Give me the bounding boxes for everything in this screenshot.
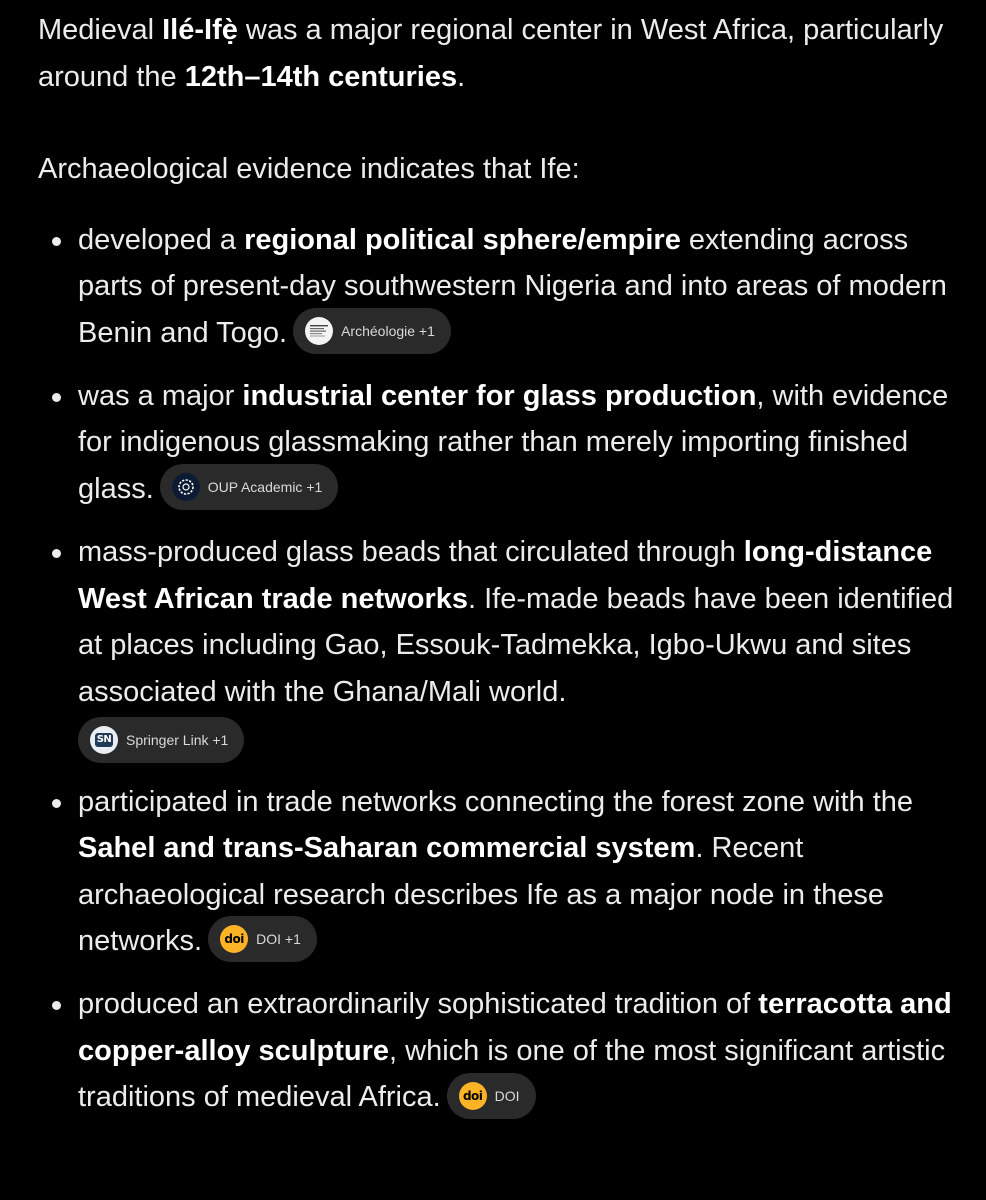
source-chip-label: DOI +1	[256, 931, 301, 948]
intro-bold-period: 12th–14th centuries	[184, 60, 458, 93]
intro-text-2: was a major regional center in West Africa, particularly around the	[38, 14, 944, 93]
list-item-text: participated in trade networks connecting the forest zone with the	[78, 785, 914, 818]
intro-text-3: .	[457, 60, 466, 93]
list-item-glass-production	[38, 373, 958, 513]
list-item-text: extending across parts of present-day southwestern Nigeria and into areas of modern Benin and Togo.	[78, 223, 947, 349]
response-content	[38, 7, 958, 1138]
list-item-text: developed a	[78, 223, 245, 256]
list-item-trade-networks	[38, 779, 958, 966]
source-chip-doi[interactable]	[447, 1073, 536, 1119]
source-chip-archeologie[interactable]	[293, 308, 451, 354]
springer-nature-logo-icon: SN	[90, 726, 118, 754]
list-item-bold: industrial center for glass production	[242, 379, 757, 412]
intro-bold-place: Ilé-Ifẹ̀	[162, 14, 238, 46]
list-item-bold: Sahel and trans-Saharan commercial system	[78, 832, 696, 865]
list-item-text: produced an extraordinarily sophisticated tradition of	[78, 988, 759, 1021]
list-item-bold: long-distance West African trade networks	[78, 536, 933, 615]
source-chip-label: DOI	[494, 1087, 520, 1104]
source-chip-oup-academic[interactable]	[160, 464, 339, 510]
intro-paragraph	[38, 7, 958, 100]
source-chip-label: Archéologie +1	[341, 322, 435, 339]
list-item-text: was a major	[78, 379, 243, 412]
source-chip-label: OUP Academic +1	[207, 479, 323, 496]
list-item-text: mass-produced glass beads that circulated through	[78, 536, 744, 569]
facts-list	[38, 217, 958, 1122]
source-chip-springer-link[interactable]	[78, 717, 244, 763]
evidence-lead: Archaeological evidence indicates that Ife:	[38, 153, 580, 185]
list-item-bold: regional political sphere/empire	[244, 223, 681, 256]
source-chip-label: Springer Link +1	[126, 731, 229, 748]
list-item-text: . Ife-made beads have been identified at places including Gao, Essouk-Tadmekka, Igbo-Ukwu and sites associated with the Ghana/Mali world.	[78, 582, 954, 708]
list-item-text: , with evidence for indigenous glassmaking rather than merely importing finished glass.	[78, 379, 949, 505]
list-item-bold: terracotta and copper-alloy sculpture	[78, 988, 952, 1067]
archeologie-logo-icon	[305, 317, 333, 345]
list-item-political-sphere	[38, 217, 958, 357]
doi-logo-icon: doi	[459, 1082, 487, 1110]
intro-text-1: Medieval	[38, 14, 163, 46]
list-item-text: , which is one of the most significant artistic traditions of medieval Africa.	[78, 1034, 946, 1114]
list-item-text: . Recent archaeological research describes Ife as a major node in these networks.	[78, 832, 885, 958]
oup-logo-icon	[172, 473, 200, 501]
doi-logo-icon: doi	[220, 925, 248, 953]
list-item-sculpture	[38, 981, 958, 1121]
source-chip-doi[interactable]	[208, 916, 317, 962]
list-item-glass-beads	[38, 529, 958, 762]
